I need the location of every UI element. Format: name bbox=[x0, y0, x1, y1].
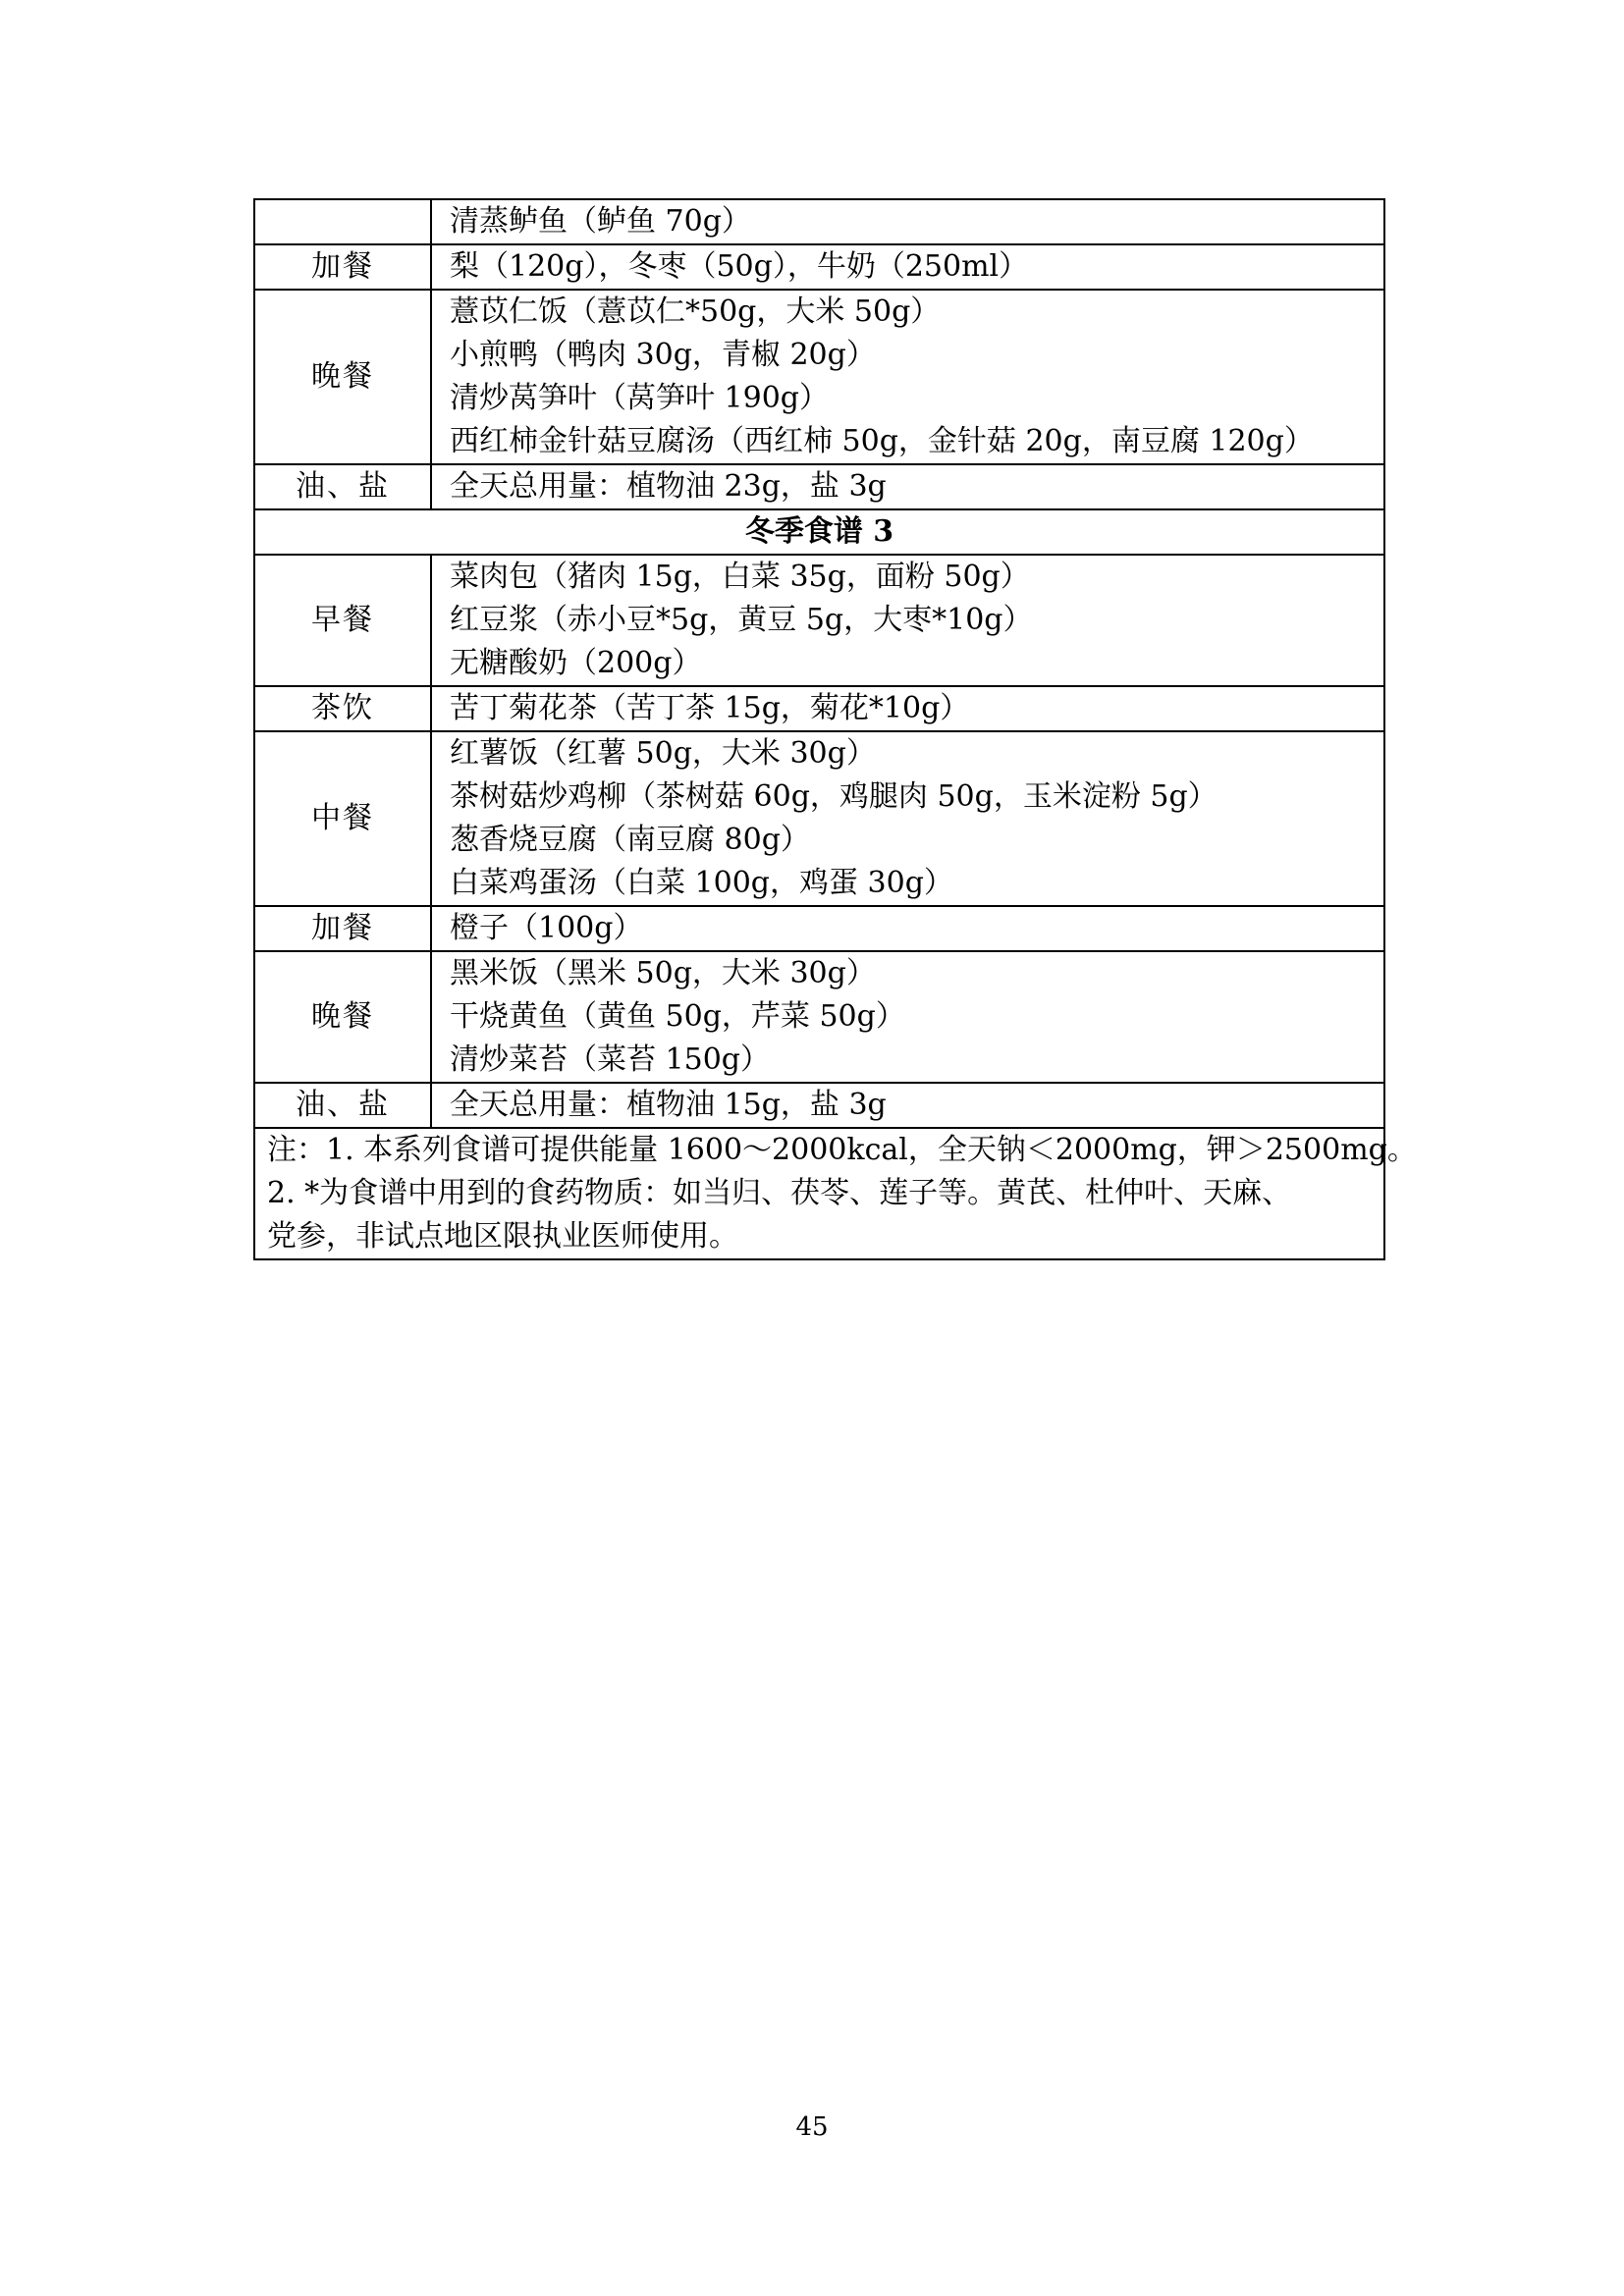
table-row bbox=[254, 244, 1384, 290]
dish-line: 葱香烧豆腐（南豆腐 80g） bbox=[450, 823, 810, 857]
table-row bbox=[254, 555, 1384, 686]
dish-line: 全天总用量：植物油 15g，盐 3g bbox=[450, 1088, 887, 1122]
page-number: 45 bbox=[795, 2112, 829, 2142]
meal-label: 中餐 bbox=[254, 731, 431, 906]
meal-content bbox=[431, 199, 1384, 244]
table-row bbox=[254, 906, 1384, 951]
table-row bbox=[254, 290, 1384, 464]
meal-content bbox=[431, 1083, 1384, 1128]
dish-line: 小煎鸭（鸭肉 30g，青椒 20g） bbox=[450, 338, 876, 372]
meal-label: 茶饮 bbox=[254, 686, 431, 731]
meal-content bbox=[431, 686, 1384, 731]
dish-line: 红豆浆（赤小豆*5g，黄豆 5g，大枣*10g） bbox=[450, 603, 1033, 637]
dish-line: 干烧黄鱼（黄鱼 50g，芹菜 50g） bbox=[450, 999, 905, 1034]
meal-content bbox=[431, 906, 1384, 951]
table-row bbox=[254, 199, 1384, 244]
meal-label: 加餐 bbox=[254, 244, 431, 290]
dish-line: 苦丁菊花茶（苦丁茶 15g，菊花*10g） bbox=[450, 691, 970, 725]
meal-label: 早餐 bbox=[254, 555, 431, 686]
table-row bbox=[254, 686, 1384, 731]
meal-content bbox=[431, 731, 1384, 906]
table-row bbox=[254, 951, 1384, 1083]
dish-line: 无糖酸奶（200g） bbox=[450, 646, 702, 680]
table-row bbox=[254, 731, 1384, 906]
section-row bbox=[254, 509, 1384, 555]
table-note bbox=[254, 1128, 1417, 1259]
meal-content bbox=[431, 555, 1384, 686]
meal-label: 油、盐 bbox=[254, 1083, 431, 1128]
dish-line: 梨（120g），冬枣（50g），牛奶（250ml） bbox=[450, 249, 1029, 284]
meal-label: 晚餐 bbox=[254, 290, 431, 464]
dish-line: 红薯饭（红薯 50g，大米 30g） bbox=[450, 736, 876, 771]
dish-line: 清蒸鲈鱼（鲈鱼 70g） bbox=[450, 204, 751, 239]
dish-line: 清炒菜苔（菜苔 150g） bbox=[450, 1042, 771, 1077]
dish-line: 橙子（100g） bbox=[450, 911, 643, 945]
dish-line: 黑米饭（黑米 50g，大米 30g） bbox=[450, 956, 876, 990]
note-line: 党参，非试点地区限执业医师使用。 bbox=[267, 1219, 738, 1254]
meal-label bbox=[254, 199, 431, 244]
dish-line: 西红柿金针菇豆腐汤（西红柿 50g，金针菇 20g，南豆腐 120g） bbox=[450, 424, 1314, 458]
dish-line: 清炒莴笋叶（莴笋叶 190g） bbox=[450, 381, 830, 415]
dish-line: 茶树菇炒鸡柳（茶树菇 60g，鸡腿肉 50g，玉米淀粉 5g） bbox=[450, 779, 1218, 814]
meal-label: 晚餐 bbox=[254, 951, 431, 1083]
note-line: 2. *为食谱中用到的食药物质：如当归、茯苓、莲子等。黄芪、杜仲叶、天麻、 bbox=[267, 1176, 1292, 1210]
table-row bbox=[254, 1083, 1384, 1128]
menu-table bbox=[253, 198, 1417, 1260]
menu-table-body bbox=[254, 199, 1417, 1259]
dish-line: 菜肉包（猪肉 15g，白菜 35g，面粉 50g） bbox=[450, 560, 1030, 594]
meal-label: 加餐 bbox=[254, 906, 431, 951]
dish-line: 白菜鸡蛋汤（白菜 100g，鸡蛋 30g） bbox=[450, 866, 953, 900]
meal-content bbox=[431, 244, 1384, 290]
meal-content bbox=[431, 951, 1384, 1083]
meal-label: 油、盐 bbox=[254, 464, 431, 509]
section-title: 冬季食谱 3 bbox=[254, 509, 1384, 555]
dish-line: 薏苡仁饭（薏苡仁*50g，大米 50g） bbox=[450, 294, 941, 329]
note-line: 注：1. 本系列食谱可提供能量 1600～2000kcal，全天钠＜2000mg，钾＞2500mg。 bbox=[267, 1133, 1417, 1167]
meal-content bbox=[431, 464, 1384, 509]
table-row bbox=[254, 464, 1384, 509]
note-row bbox=[254, 1128, 1384, 1259]
meal-content bbox=[431, 290, 1384, 464]
dish-line: 全天总用量：植物油 23g，盐 3g bbox=[450, 469, 887, 504]
